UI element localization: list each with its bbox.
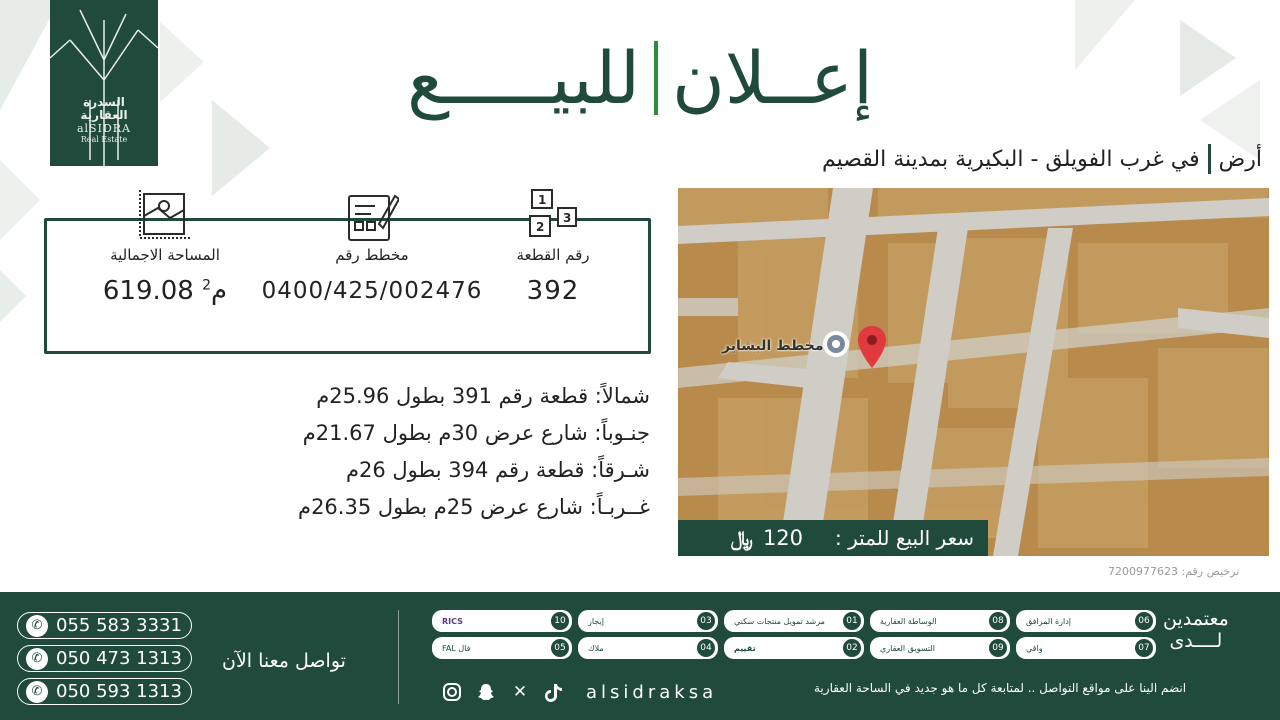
total-area-value (80, 276, 250, 306)
svg-text:1: 1 (538, 193, 547, 207)
phone-number-2[interactable] (17, 645, 192, 672)
contact-us-title: تواصل معنا الآن (222, 650, 346, 672)
accreditation-badge: واڤي 07 (1016, 637, 1156, 659)
background-triangle (212, 100, 270, 196)
social-handle[interactable]: alsidraksa (586, 681, 718, 703)
accredited-by-title: معتمدين لــــدى (1163, 608, 1229, 652)
plan-document-icon (345, 188, 399, 242)
footer (0, 592, 1280, 720)
background-triangle (1075, 0, 1135, 70)
headline-word-announcement: إعــلان (672, 36, 874, 120)
plot-number-block (468, 188, 638, 306)
accreditation-badge: إدارة المرافق 06 (1016, 610, 1156, 632)
phone-icon: ✆ (26, 648, 48, 670)
plan-number-label: مخطط رقم (335, 246, 409, 264)
price-label: سعر البيع للمتر : (835, 526, 974, 550)
headline-word-for-sale: للبيـــــع (407, 36, 641, 120)
boundary-north: شمالاً: قطعة رقم 391 بطول 25.96م (316, 384, 650, 408)
phone-number-3[interactable] (17, 678, 192, 705)
subtitle-divider (1208, 144, 1211, 174)
footer-divider (398, 610, 399, 704)
property-type: أرض (1218, 146, 1262, 172)
accreditation-badge: ملاك 04 (578, 637, 718, 659)
background-triangle (160, 22, 204, 102)
phone-number-text: 055 583 3331 (56, 615, 182, 636)
accreditation-badge: RICS 10 (432, 610, 572, 632)
tiktok-icon[interactable] (542, 680, 566, 704)
svg-text:3: 3 (563, 211, 572, 225)
logo-english-name: alSIDRA (76, 122, 131, 135)
area-unit-exponent: 2 (202, 277, 212, 294)
logo-english-subtitle: Real Estate (80, 135, 128, 144)
background-triangle (0, 270, 26, 322)
map-place-label: مخطط البشاير (722, 338, 824, 354)
satellite-map[interactable] (678, 188, 1269, 556)
background-triangle (0, 160, 40, 240)
satellite-map-image (678, 188, 1269, 556)
accreditation-badge: إيجار 03 (578, 610, 718, 632)
price-value: 120 (762, 526, 804, 550)
svg-text:2: 2 (536, 220, 545, 234)
plot-numbers-icon (526, 188, 580, 242)
price-per-meter-bar (678, 520, 988, 556)
phone-number-1[interactable] (17, 612, 192, 639)
property-location: في غرب الفويلق - البكيرية بمدينة القصيم (821, 146, 1200, 172)
accreditation-badge: تقييم 02 (724, 637, 864, 659)
accreditation-badge: فال FAL 05 (432, 637, 572, 659)
boundary-east: شـرقاً: قطعة رقم 394 بطول 26م (345, 458, 650, 482)
x-icon[interactable]: ✕ (512, 682, 528, 702)
total-area-block (80, 188, 250, 306)
phone-icon: ✆ (26, 681, 48, 703)
social-links (440, 680, 717, 704)
property-subtitle (822, 144, 1262, 174)
instagram-icon[interactable] (440, 680, 464, 704)
location-marker-icon (820, 328, 852, 360)
brand-logo (50, 0, 158, 166)
page-title (370, 30, 910, 126)
phone-number-text: 050 473 1313 (56, 648, 182, 669)
plot-number-label: رقم القطعة (516, 246, 590, 264)
plot-boundaries-list (246, 378, 650, 526)
follow-us-text: انضم الينا على مواقع التواصل .. لمتابعة كل ما هو جديد في الساحة العقارية (814, 681, 1187, 695)
headline-divider (654, 41, 658, 115)
map-pin-icon[interactable] (856, 324, 888, 370)
area-map-icon (138, 188, 192, 242)
total-area-label: المساحة الاجمالية (110, 246, 220, 264)
plan-number-block (258, 188, 486, 304)
plot-number-value: 392 (526, 276, 580, 306)
license-number: ترخيص رقم: 7200977623 (1108, 565, 1240, 578)
phone-number-text: 050 593 1313 (56, 681, 182, 702)
plan-number-value: 0400/425/002476 (261, 278, 483, 304)
riyal-currency-icon: ﷼ (730, 526, 753, 550)
snapchat-icon[interactable] (474, 680, 498, 704)
boundary-west: غــربـاً: شارع عرض 25م بطول 26.35م (298, 495, 650, 519)
area-number: 619.08 م (102, 276, 228, 306)
accreditation-badge: التسويق العقاري 09 (870, 637, 1010, 659)
accreditation-badge: الوساطة العقارية 08 (870, 610, 1010, 632)
logo-arabic-name: السدرة العقارية (80, 95, 128, 122)
phone-icon: ✆ (26, 615, 48, 637)
accreditation-badge: مرشد تمويل منتجات سكني 01 (724, 610, 864, 632)
boundary-south: جنـوباً: شارع عرض 30م بطول 21.67م (302, 421, 650, 445)
